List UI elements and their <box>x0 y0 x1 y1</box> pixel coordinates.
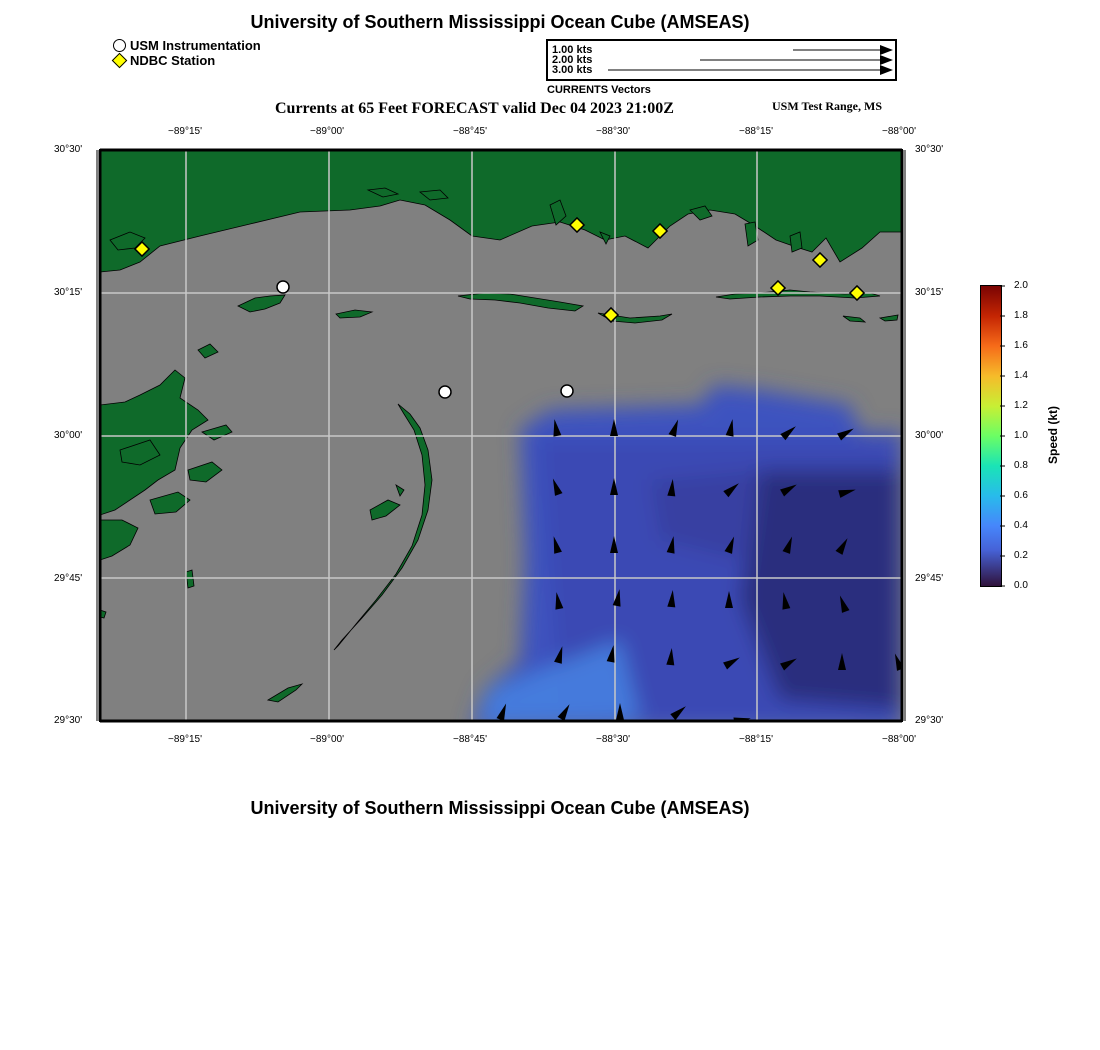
page-title: University of Southern Mississippi Ocean Cube (AMSEAS) <box>250 12 750 32</box>
lon-tick-bottom: −88°15' <box>739 734 773 745</box>
usm-circle-icon <box>113 39 126 52</box>
lat-tick-right: 29°45' <box>915 573 944 584</box>
colorbar-tick-label: 0.8 <box>1014 460 1028 471</box>
colorbar-tick-label: 2.0 <box>1014 280 1028 291</box>
lon-tick-top: −89°15' <box>168 126 202 137</box>
usm-instrument-marker <box>439 386 451 398</box>
map-subtitle: Currents at 65 Feet FORECAST valid Dec 04 2023 21:00Z <box>275 100 674 117</box>
legend-ndbc-label: NDBC Station <box>130 53 216 68</box>
colorbar-tick-label: 0.4 <box>1014 520 1028 531</box>
legend-ndbc <box>113 53 215 68</box>
lat-tick-right: 29°30' <box>915 715 944 726</box>
lon-tick-top: −88°15' <box>739 126 773 137</box>
lon-tick-bottom: −88°30' <box>596 734 630 745</box>
legend-usm-label: USM Instrumentation <box>130 38 261 53</box>
colorbar-tick-label: 1.0 <box>1014 430 1028 441</box>
vector-key-arrows <box>548 41 895 79</box>
lon-tick-bottom: −89°15' <box>168 734 202 745</box>
lon-tick-bottom: −89°00' <box>310 734 344 745</box>
colorbar-tick-label: 0.2 <box>1014 550 1028 561</box>
lon-tick-top: −88°45' <box>453 126 487 137</box>
colorbar-tick-label: 0.6 <box>1014 490 1028 501</box>
vector-key-title: CURRENTS Vectors <box>547 84 651 96</box>
lon-tick-bottom: −88°45' <box>453 734 487 745</box>
ndbc-diamond-icon <box>112 53 128 69</box>
colorbar-tick-label: 1.4 <box>1014 370 1028 381</box>
vector-key-label-3: 3.00 kts <box>552 64 593 76</box>
usm-instrument-marker <box>561 385 573 397</box>
legend-usm <box>113 38 261 53</box>
lon-tick-bottom: −88°00' <box>882 734 916 745</box>
colorbar-tick-label: 1.6 <box>1014 340 1028 351</box>
vector-key-label-1: 1.00 kts <box>552 44 593 56</box>
footer-title: University of Southern Mississippi Ocean Cube (AMSEAS) <box>250 798 750 818</box>
lat-tick-left: 30°15' <box>54 287 83 298</box>
lon-tick-top: −88°00' <box>882 126 916 137</box>
usm-instrument-marker <box>277 281 289 293</box>
lat-tick-left: 29°45' <box>54 573 83 584</box>
speed-colorbar <box>980 285 1002 587</box>
map-canvas <box>96 146 906 726</box>
lat-tick-right: 30°00' <box>915 430 944 441</box>
lat-tick-right: 30°30' <box>915 144 944 155</box>
colorbar-tick-label: 0.0 <box>1014 580 1028 591</box>
lon-tick-top: −89°00' <box>310 126 344 137</box>
colorbar-tick-label: 1.2 <box>1014 400 1028 411</box>
colorbar-ticks <box>1000 285 1008 587</box>
lat-tick-right: 30°15' <box>915 287 944 298</box>
lat-tick-left: 30°00' <box>54 430 83 441</box>
lon-tick-top: −88°30' <box>596 126 630 137</box>
lat-tick-left: 30°30' <box>54 144 83 155</box>
vector-key-box <box>546 39 897 81</box>
colorbar-tick-label: 1.8 <box>1014 310 1028 321</box>
region-label: USM Test Range, MS <box>772 99 883 113</box>
colorbar-label: Speed (kt) <box>1046 406 1060 465</box>
lat-tick-left: 29°30' <box>54 715 83 726</box>
vector-key-label-2: 2.00 kts <box>552 54 593 66</box>
